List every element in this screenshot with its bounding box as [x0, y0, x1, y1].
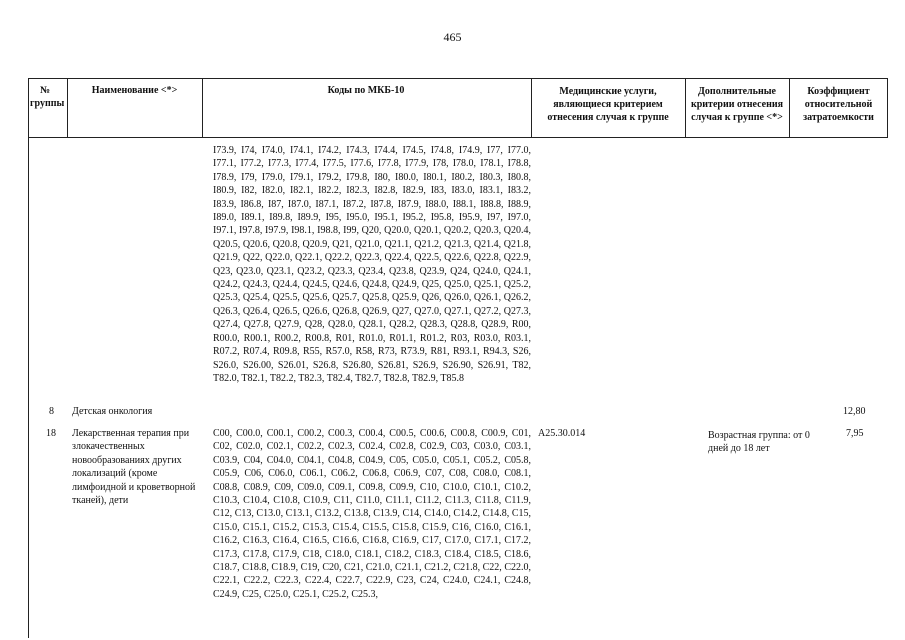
row-name: Лекарственная терапия при злокачественных новообразованиях других локализаций (кроме лимфоидной и кроветворной тканей), дети — [72, 428, 196, 507]
column-divider — [531, 78, 532, 138]
header-services: Медицинские услуги, являющиеся критерием отнесения случая к группе — [547, 86, 669, 123]
column-divider — [67, 78, 68, 138]
header-additional: Дополнительные критерии отнесения случая к группе <*> — [690, 86, 784, 123]
column-divider — [28, 78, 29, 638]
header-name: Наименование <*> — [91, 85, 178, 96]
row-service: A25.30.014 — [538, 428, 586, 439]
column-divider — [685, 78, 686, 138]
header-codes: Коды по МКБ-10 — [327, 85, 405, 96]
row-additional: Возрастная группа: от 0 дней до 18 лет — [708, 430, 810, 455]
header-bottom-border — [28, 137, 888, 138]
page-number: 465 — [443, 30, 462, 44]
row-number: 18 — [46, 428, 56, 439]
section-number: 8 — [49, 406, 54, 417]
header-group-no: № группы — [30, 85, 65, 109]
row-coefficient: 7,95 — [846, 428, 864, 439]
column-divider — [202, 78, 203, 138]
header-coefficient: Коэффициент относительной затратоемкости — [803, 86, 874, 123]
section-coefficient: 12,80 — [843, 406, 866, 417]
column-divider — [789, 78, 790, 138]
header-top-border — [28, 78, 888, 79]
section-name: Детская онкология — [72, 406, 153, 417]
continuation-codes: I73.9, I74, I74.0, I74.1, I74.2, I74.3, I74.4, I74.5, I74.8, I74.9, I77, I77.0, I77.1, I77.2, I77.3, I77.4, I77.5, I77.6, I77.8, I77.9, I78, I78.0, I78.1, I78.8, I78.9, I79, I79.0, I79.1, I79.2, I79.8, I80, I80.0, I80.1, I80.2, I80.3, I80.8, I80.9, I82, I82.0, I82.1, I82.2, I82.3, I82.8, I82.9, I83, I83.0, I83.1, I83.2, I83.9, I86.8, I87, I87.0, I87.1, I87.2, I87.8, I87.9, I88.0, I88.1, I88.8, I88.9, I89.0, I89.1, I89.8, I89.9, I95, I95.0, I95.1, I95.2, I95.8, I95.9, I97, I97.0, I97.1, I97.8, I97.9, I98.1, I98.8, I99, Q20, Q20.0, Q20.1, Q20.2, Q20.3, Q20.4, Q20.5, Q20.6, Q20.8, Q20.9, Q21, Q21.0, Q21.1, Q21.2, Q21.3, Q21.4, Q21.8, Q21.9, Q22, Q22.0, Q22.1, Q22.2, Q22.3, Q22.4, Q22.5, Q22.6, Q22.8, Q22.9, Q23, Q23.0, Q23.1, Q23.2, Q23.3, Q23.4, Q23.8, Q23.9, Q24, Q24.0, Q24.1, Q24.2, Q24.3, Q24.4, Q24.5, Q24.6, Q24.8, Q24.9, Q25, Q25.0, Q25.1, Q25.2, Q25.3, Q25.4, Q25.5, Q25.6, Q25.7, Q25.8, Q25.9, Q26, Q26.0, Q26.1, Q26.2, Q26.3, Q26.4, Q26.5, Q26.6, Q26.8, Q26.9, Q27, Q27.0, Q27.1, Q27.2, Q27.3, Q27.4, Q27.8, Q27.9, Q28, Q28.0, Q28.1, Q28.2, Q28.3, Q28.8, Q28.9, R00, R00.0, R00.1, R00.2, R00.8, R01, R01.0, R01.1, R01.2, R03, R03.0, R03.1, R07.2, R07.4, R09.8, R55, R57.0, R58, R73, R73.9, R81, R93.1, R94.3, S26, S26.0, S26.00, S26.01, S26.8, S26.80, S26.81, S26.9, S26.90, S26.91, T82, T82.0, T82.1, T82.2, T82.3, T82.4, T82.7, T82.8, T82.9, T85.8 — [213, 145, 531, 384]
column-divider — [887, 78, 888, 138]
row-codes: C00, C00.0, C00.1, C00.2, C00.3, C00.4, C00.5, C00.6, C00.8, C00.9, C01, C02, C02.0, C02.1, C02.2, C02.3, C02.4, C02.8, C02.9, C03, C03.0, C03.1, C03.9, C04, C04.0, C04.1, C04.8, C04.9, C05, C05.0, C05.1, C05.2, C05.8, C05.9, C06, C06.0, C06.1, C06.2, C06.8, C06.9, C07, C08, C08.0, C08.1, C08.8, C08.9, C09, C09.0, C09.1, C09.8, C09.9, C10, C10.0, C10.1, C10.2, C10.3, C10.4, C10.8, C10.9, C11, C11.0, C11.1, C11.2, C11.3, C11.8, C11.9, C12, C13, C13.0, C13.1, C13.2, C13.8, C13.9, C14, C14.0, C14.2, C14.8, C15, C15.0, C15.1, C15.2, C15.3, C15.4, C15.5, C15.8, C15.9, C16, C16.0, C16.1, C16.2, C16.3, C16.4, C16.5, C16.6, C16.8, C16.9, C17, C17.0, C17.1, C17.2, C17.3, C17.8, C17.9, C18, C18.0, C18.1, C18.2, C18.3, C18.4, C18.5, C18.6, C18.7, C18.8, C18.9, C19, C20, C21, C21.0, C21.1, C21.2, C21.8, C22, C22.0, C22.1, C22.2, C22.3, C22.4, C22.7, C22.9, C23, C24, C24.0, C24.1, C24.8, C24.9, C25, C25.0, C25.1, C25.2, C25.3, — [213, 428, 531, 600]
